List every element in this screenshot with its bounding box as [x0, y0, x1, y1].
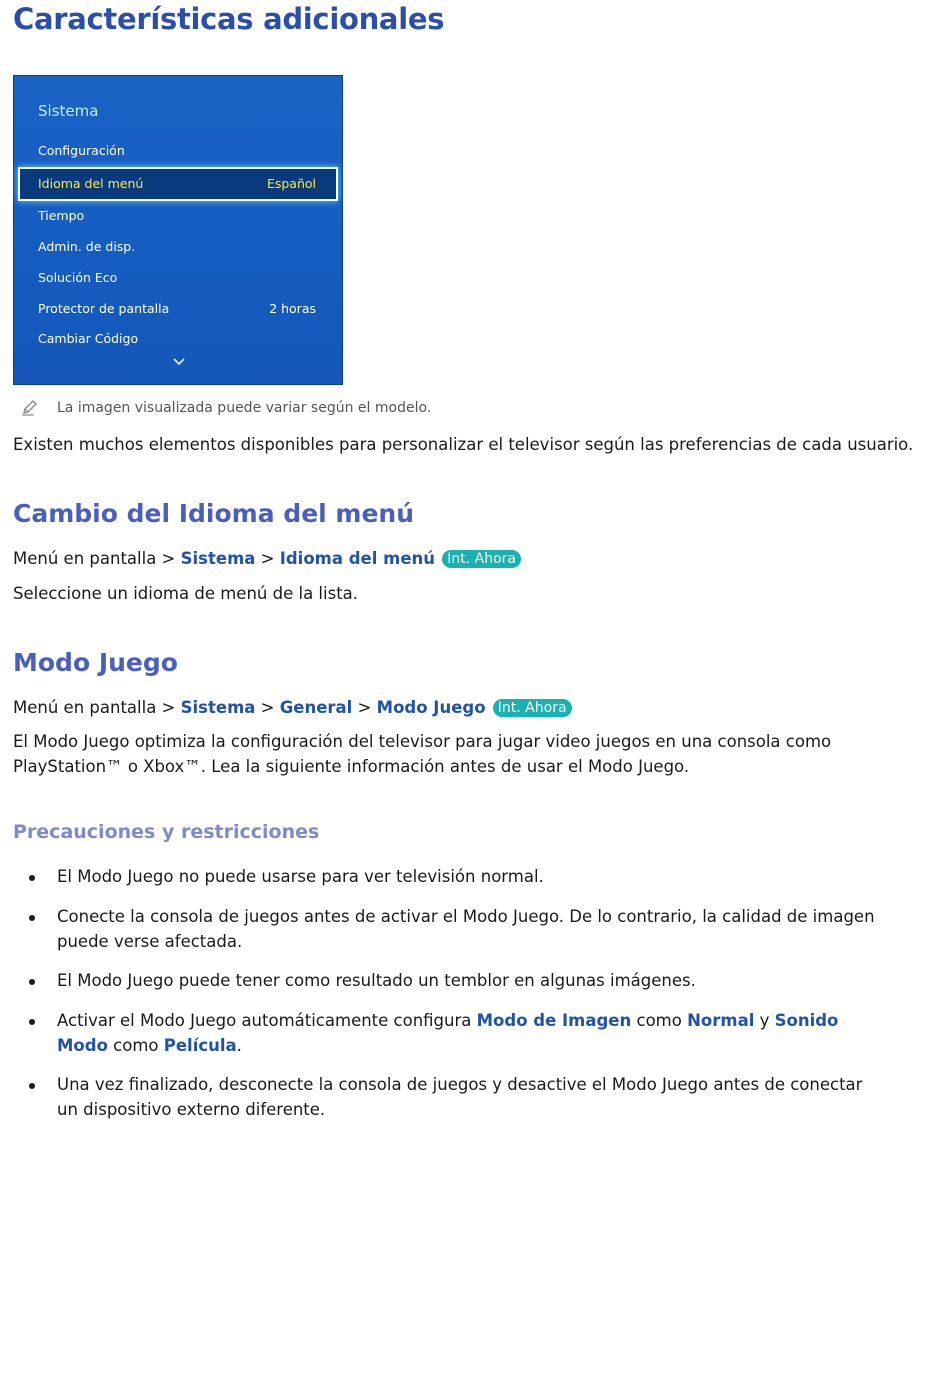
- breadcrumb-separator: >: [357, 698, 372, 717]
- text-run: Activar el Modo Juego automáticamente configura: [57, 1011, 472, 1030]
- note: [13, 397, 913, 421]
- tv-menu-item-label: Protector de pantalla: [38, 301, 170, 316]
- tv-menu-item-label: Idioma del menú: [38, 176, 144, 191]
- tv-menu-heading: Sistema: [38, 102, 99, 120]
- tv-menu-item-label: Solución Eco: [38, 270, 118, 285]
- section-title-modo-juego: Modo Juego: [13, 648, 178, 677]
- text-run: como: [113, 1036, 159, 1055]
- tv-menu-item-value: Español: [266, 176, 316, 191]
- keyword-link[interactable]: Sonido Modo: [57, 1011, 839, 1055]
- tv-menu-item-label: Cambiar Código: [38, 331, 139, 346]
- try-now-button[interactable]: Int. Ahora: [442, 550, 521, 568]
- section-title-idioma: Cambio del Idioma del menú: [13, 499, 415, 528]
- note-text: La imagen visualizada puede variar según el modelo.: [57, 400, 432, 416]
- keyword-link[interactable]: Normal: [687, 1011, 755, 1030]
- tv-menu-item-value: 2 horas: [269, 301, 316, 316]
- keyword-link[interactable]: Película: [163, 1036, 237, 1055]
- list-item-text: Una vez finalizado, desconecte la consola de juegos y desactive el Modo Juego antes de conectar un dispositivo externo diferente.: [57, 1075, 863, 1119]
- tv-menu-item-configuracion: [20, 136, 336, 166]
- bullet-icon: [29, 1083, 35, 1089]
- tv-menu-item-label: Tiempo: [38, 208, 85, 223]
- tv-menu-item-label: Admin. de disp.: [38, 239, 136, 254]
- bullet-icon: [29, 875, 35, 881]
- bullet-icon: [29, 979, 35, 985]
- breadcrumb-link-idioma[interactable]: Idioma del menú: [279, 549, 436, 568]
- breadcrumb-separator: >: [260, 549, 275, 568]
- breadcrumb: [13, 549, 521, 568]
- text-run: como: [636, 1011, 682, 1030]
- breadcrumb-link-general[interactable]: General: [279, 698, 353, 717]
- breadcrumb-separator: >: [260, 698, 275, 717]
- page-title: Características adicionales: [13, 2, 445, 36]
- tv-menu-item-eco: [20, 263, 336, 293]
- breadcrumb: [13, 698, 572, 717]
- list-item-text: El Modo Juego no puede usarse para ver televisión normal.: [57, 867, 544, 886]
- text-run: .: [236, 1036, 242, 1055]
- tv-menu-item-label: Configuración: [38, 143, 125, 158]
- tv-menu-item-tiempo: [20, 201, 336, 231]
- breadcrumb-prefix: Menú en pantalla >: [13, 549, 176, 568]
- subsection-title: Precauciones y restricciones: [13, 821, 320, 843]
- bullet-icon: [29, 915, 35, 921]
- breadcrumb-prefix: Menú en pantalla >: [13, 698, 176, 717]
- list-item-text: El Modo Juego puede tener como resultado un temblor en algunas imágenes.: [57, 971, 696, 990]
- section-body-idioma: Seleccione un idioma de menú de la lista.: [13, 584, 359, 603]
- breadcrumb-link-sistema[interactable]: Sistema: [180, 698, 256, 717]
- pencil-icon: [21, 398, 39, 416]
- breadcrumb-link-modo-juego[interactable]: Modo Juego: [376, 698, 486, 717]
- text-run: y: [759, 1011, 770, 1030]
- intro-paragraph: Existen muchos elementos disponibles para personalizar el televisor según las preferencias de cada usuario.: [13, 435, 914, 454]
- tv-menu-screenshot: [13, 75, 343, 385]
- tv-menu-item-codigo: [20, 324, 336, 354]
- tv-menu-item-admin: [20, 232, 336, 262]
- tv-menu-item-protector: [20, 294, 336, 324]
- breadcrumb-link-sistema[interactable]: Sistema: [180, 549, 256, 568]
- try-now-button[interactable]: Int. Ahora: [493, 699, 572, 717]
- list-item-text: Conecte la consola de juegos antes de activar el Modo Juego. De lo contrario, la calidad de imagen puede verse afectada.: [57, 907, 875, 951]
- list-item-text: [57, 1008, 887, 1058]
- keyword-link[interactable]: Modo de Imagen: [476, 1011, 632, 1030]
- bullet-icon: [29, 1019, 35, 1025]
- chevron-down-icon: [172, 357, 186, 367]
- tv-menu-item-idioma: [20, 169, 336, 199]
- section-body-modo-juego: El Modo Juego optimiza la configuración del televisor para jugar video juegos en una consola como PlayStation™ o Xbox™. Lea la siguiente información antes de usar el Modo Juego.: [13, 732, 832, 776]
